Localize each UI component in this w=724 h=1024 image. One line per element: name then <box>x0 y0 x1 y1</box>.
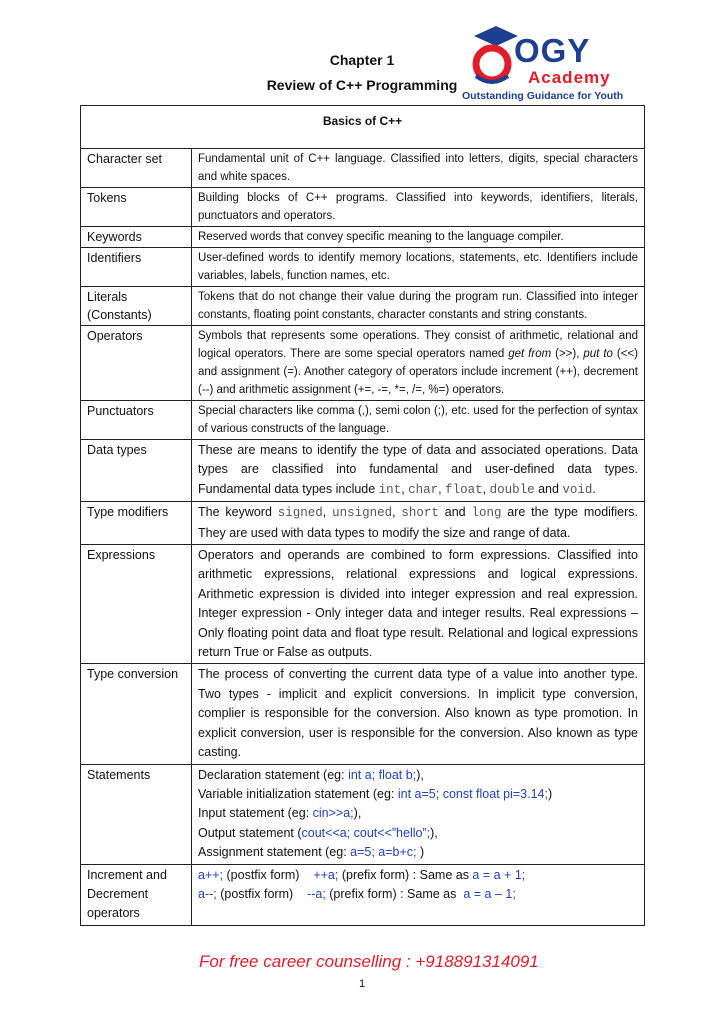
career-counselling-cta: For free career counselling : +918891314091 <box>199 952 539 971</box>
code-keyword: double <box>489 482 535 497</box>
table-row <box>81 248 645 287</box>
code-keyword: long <box>471 506 502 521</box>
term-cell <box>81 287 192 326</box>
table-row <box>81 440 645 502</box>
table-heading: Basics of C++ <box>81 106 645 149</box>
table-row <box>81 664 645 764</box>
desc-cell: Building blocks of C++ programs. Classified into keywords, identifiers, literals, punctuators and operators. <box>192 188 645 227</box>
text-span: ), <box>416 767 424 782</box>
table-row <box>81 149 645 188</box>
term-cell: Data types <box>81 440 192 502</box>
text-span: (<<) and assignment (=). Another category of operators include increment (++), decrement (--) and arithmetic assignment (+=, -=, *=, /=, %=) operators. <box>198 348 638 396</box>
code-sample: a=5; a=b+c; <box>350 845 417 860</box>
chapter-title: Review of C++ Programming <box>266 77 458 93</box>
desc-cell: Special characters like comma (,), semi colon (;), etc. used for the perfection of syntax of various constructs of the language. <box>192 401 645 440</box>
term-cell: Statements <box>81 764 192 864</box>
term-cell <box>81 864 192 925</box>
logo-academy-text: Academy <box>528 68 611 87</box>
text-span: (prefix form) : Same as <box>338 867 473 882</box>
term-cell: Type conversion <box>81 664 192 764</box>
desc-cell: Tokens that do not change their value during the program run. Classified into integer constants, floating point constants, character constants and string constants. <box>192 287 645 326</box>
text-span: Variable initialization statement (eg: <box>198 786 398 801</box>
text-span: and <box>534 481 563 496</box>
term-cell: Punctuators <box>81 401 192 440</box>
desc-cell <box>192 326 645 401</box>
term-cell: Keywords <box>81 227 192 248</box>
desc-cell: Operators and operands are combined to form expressions. Classified into arithmetic expressions, relational expressions and logical expressions. Arithmetic expression is divided into integer expression and real expression. Integer expression - Only integer data and integer results. Real expressions – Only floating point data and float type result. Relational and logical expressions return True or False as outputs. <box>192 545 645 664</box>
table-row <box>81 326 645 401</box>
code-keyword: int <box>378 482 402 497</box>
code-sample: a = a + 1; <box>472 867 526 882</box>
text-span: These are means to identify the type of data and associated operations. Data types are classified into fundamental and user-defined data types. Fundamental data types include <box>198 443 638 496</box>
table-row <box>81 545 645 664</box>
code-keyword: short <box>401 506 439 521</box>
chapter-label: Chapter 1 <box>329 52 395 68</box>
desc-cell: Reserved words that convey specific meaning to the language compiler. <box>192 227 645 248</box>
term-line: (Constants) <box>87 308 152 322</box>
term-cell: Type modifiers <box>81 502 192 545</box>
text-span: (postfix form) <box>216 886 308 901</box>
code-keyword: void <box>562 482 593 497</box>
text-span: Declaration statement (eg: <box>198 767 349 782</box>
code-keyword: float <box>445 482 483 497</box>
text-span: The keyword <box>198 505 278 520</box>
term-line: Increment and <box>87 867 167 882</box>
graduation-cap-icon <box>462 24 522 86</box>
term-line: Decrement <box>87 886 149 901</box>
code-keyword: char <box>408 482 439 497</box>
code-keyword: signed <box>277 506 323 521</box>
text-span: ), <box>353 806 362 821</box>
text-span: Assignment statement (eg: <box>198 845 351 860</box>
code-keyword: unsigned <box>332 506 393 521</box>
term-cell: Operators <box>81 326 192 401</box>
desc-cell: User-defined words to identify memory locations, statements, etc. Identifiers include variables, labels, function names, etc. <box>192 248 645 287</box>
term-cell: Expressions <box>81 545 192 664</box>
desc-cell <box>192 864 645 925</box>
page-number: 1 <box>358 978 366 990</box>
desc-cell: The keyword signed, unsigned, short and long are the type modifiers. They are used with data types to modify the size and range of data. <box>192 502 645 545</box>
text-span: . <box>592 481 596 496</box>
logo-ogy-text: OGY <box>514 32 591 69</box>
code-sample: cin>>a; <box>312 806 354 821</box>
term-cell: Tokens <box>81 188 192 227</box>
table-row <box>81 287 645 326</box>
code-sample: cout<<a; cout<<”hello”; <box>301 825 431 840</box>
table-row <box>81 502 645 545</box>
text-span: (prefix form) : Same as <box>325 886 464 901</box>
table-row <box>81 401 645 440</box>
basics-table <box>80 105 645 926</box>
code-sample: ++a; <box>313 867 339 882</box>
term-cell: Character set <box>81 149 192 188</box>
text-span: Symbols that represents some operations. They consist of arithmetic, relational and logical operators. There are some special operators named <box>198 330 638 360</box>
desc-cell <box>192 764 645 864</box>
text-span: (>>), <box>551 348 584 360</box>
code-sample: int a; float b; <box>348 767 417 782</box>
italic-term: get from <box>508 348 552 360</box>
text-span: ) <box>416 845 425 860</box>
text-span: Input statement (eg: <box>198 806 313 821</box>
table-row <box>81 227 645 248</box>
code-sample: --a; <box>307 886 326 901</box>
code-sample: int a=5; const float pi=3.14; <box>397 786 548 801</box>
table-row <box>81 864 645 925</box>
ogy-academy-logo <box>462 22 632 104</box>
text-span: are the type modifiers. They are used with data types to modify the size and range of data. <box>198 505 639 540</box>
term-line: Literals <box>87 290 128 304</box>
code-sample: a = a – 1; <box>463 886 516 901</box>
code-sample: a--; <box>198 886 217 901</box>
text-span: (postfix form) <box>223 867 314 882</box>
table-row <box>81 188 645 227</box>
text-span: ) <box>547 786 553 801</box>
text-span: and <box>438 505 472 520</box>
italic-term: put to <box>583 348 613 360</box>
term-line: operators <box>87 906 140 921</box>
desc-cell: Fundamental unit of C++ language. Classified into letters, digits, special characters and white spaces. <box>192 149 645 188</box>
code-sample: a++; <box>198 867 224 882</box>
desc-cell: The process of converting the current data type of a value into another type. Two types - implicit and explicit conversions. In implicit type conversion, complier is responsible for the conversion. Also known as type promotion. In explicit conversion, user is responsible for the conversion. Also known as type casting. <box>192 664 645 764</box>
text-span: Output statement ( <box>198 825 302 840</box>
logo-tagline: Outstanding Guidance for Youth <box>462 90 624 102</box>
table-row <box>81 764 645 864</box>
term-cell: Identifiers <box>81 248 192 287</box>
text-span: ), <box>430 825 438 840</box>
desc-cell: These are means to identify the type of data and associated operations. Data types are classified into fundamental and user-defined data types. Fundamental data types include int, char, float, double and void. <box>192 440 645 502</box>
